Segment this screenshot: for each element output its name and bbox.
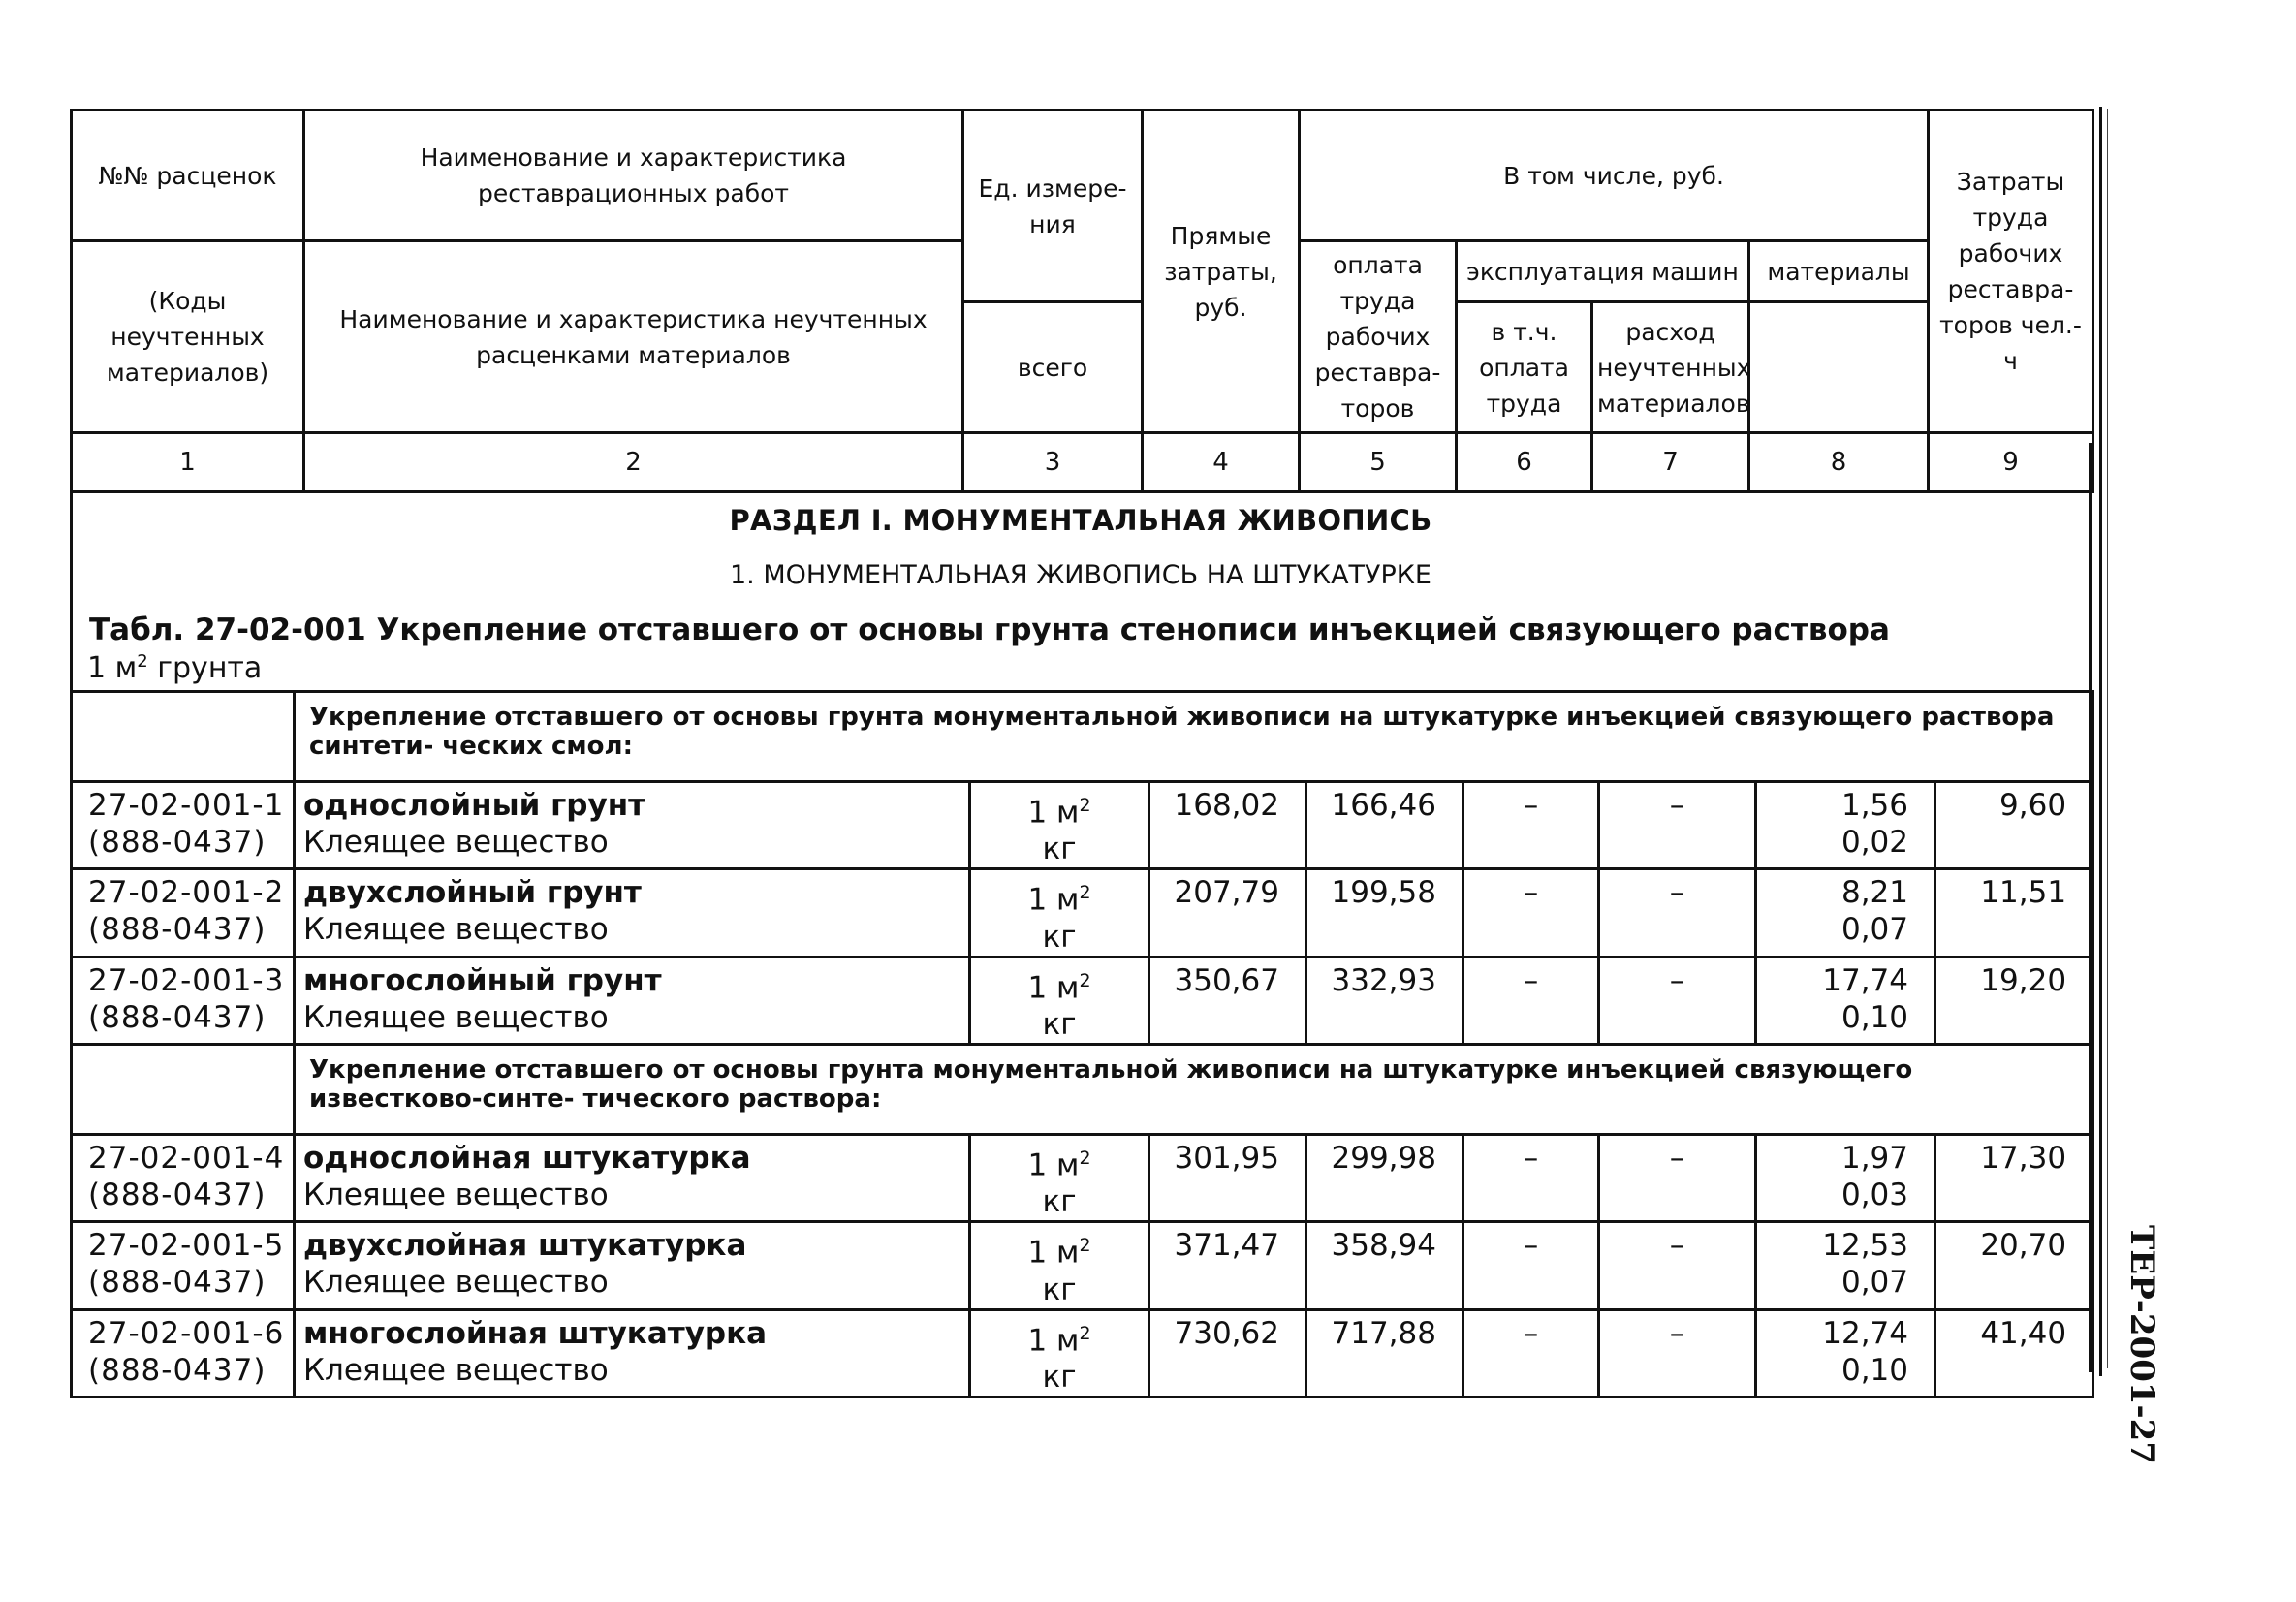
table-unit-suffix: грунта [147, 651, 263, 685]
group-description: Укрепление отставшего от основы грунта монументальной живописи на штукатурке инъекцией связующего раствора синтети- ческих смол: [295, 692, 2093, 782]
group-row [72, 692, 2093, 782]
header-col1-bottom: (Коды неучтенных материалов) [72, 241, 304, 433]
materials-cell [1756, 1309, 1935, 1397]
header-col1-top: №№ расценок [72, 110, 304, 241]
unit: 1 м [1027, 795, 1080, 831]
side-rule [2099, 107, 2102, 1376]
machines-total: – [1463, 782, 1599, 869]
rate-code-cell [72, 1222, 295, 1309]
direct-cost: 350,67 [1149, 957, 1306, 1044]
column-number: 1 [72, 433, 304, 492]
material-name: Клеящее вещество [303, 1352, 609, 1388]
table-row [72, 869, 2093, 957]
material-name: Клеящее вещество [303, 912, 609, 948]
rate-code-cell [72, 1309, 295, 1397]
rates-table [70, 690, 2094, 1398]
material-name: Клеящее вещество [303, 1177, 609, 1212]
work-name: двухслойный грунт [303, 875, 642, 911]
unit: 1 м [1027, 969, 1080, 1005]
work-name: многослойная штукатурка [303, 1315, 768, 1351]
rate-name-cell [295, 1222, 970, 1309]
header-col9: Затраты труда рабочих реставра- торов чел.-ч [1929, 110, 2093, 433]
table-unit-sup: 2 [137, 651, 148, 672]
material-unit: кг [1042, 1272, 1077, 1307]
materials-cell [1756, 1222, 1935, 1309]
machines-total: – [1463, 1134, 1599, 1221]
work-name: многослойный грунт [303, 962, 662, 998]
rate-name-cell [295, 957, 970, 1044]
material-quantity: 0,02 [1840, 825, 1908, 860]
rate-name-cell [295, 1134, 970, 1221]
unit: 1 м [1027, 1147, 1080, 1183]
labor-hours: 20,70 [1935, 1222, 2093, 1309]
material-code: (888-0437) [88, 1177, 267, 1212]
column-number: 3 [963, 433, 1143, 492]
labor-hours: 17,30 [1935, 1134, 2093, 1221]
labor-pay: 332,93 [1306, 957, 1463, 1044]
unit-cell [970, 957, 1149, 1044]
table-row [72, 957, 2093, 1044]
materials-cost: 12,74 [1822, 1315, 1908, 1351]
side-rule-thin [2107, 109, 2108, 1368]
material-unit: кг [1042, 1006, 1077, 1042]
table-row [72, 1222, 2093, 1309]
header-machines-group: эксплуатация машин [1457, 241, 1749, 302]
section-title: РАЗДЕЛ I. МОНУМЕНТАЛЬНАЯ ЖИВОПИСЬ [729, 504, 1432, 537]
header-group-including: В том числе, руб. [1300, 110, 1929, 241]
table-unit-prefix: 1 м [87, 651, 138, 685]
rate-code: 27-02-001-4 [88, 1140, 285, 1176]
rate-code: 27-02-001-1 [88, 788, 285, 823]
labor-hours: 19,20 [1935, 957, 2093, 1044]
material-unit: кг [1042, 1184, 1077, 1220]
direct-cost: 301,95 [1149, 1134, 1306, 1221]
table-caption: Табл. 27-02-001 Укрепление отставшего от основы грунта стенописи инъекцией связующего раствора [89, 613, 1890, 647]
materials-cost: 8,21 [1840, 875, 1908, 911]
side-label-text: ТЕР-2001-27 [2123, 1225, 2161, 1464]
materials-cost: 1,56 [1840, 788, 1908, 823]
rate-name-cell [295, 782, 970, 869]
header-col6: всего [963, 302, 1143, 433]
rate-code: 27-02-001-3 [88, 962, 285, 998]
header-col7: в т.ч. оплата труда [1457, 302, 1592, 433]
machines-total: – [1463, 957, 1599, 1044]
unit-cell [970, 1309, 1149, 1397]
unit-cell [970, 782, 1149, 869]
materials-cell [1756, 869, 1935, 957]
material-quantity: 0,07 [1840, 1265, 1908, 1301]
unit: 1 м [1027, 1235, 1080, 1271]
material-unit: кг [1042, 919, 1077, 955]
materials-cell [1756, 1134, 1935, 1221]
header-table [70, 109, 2094, 493]
machines-labor: – [1599, 1134, 1756, 1221]
rate-code: 27-02-001-5 [88, 1228, 285, 1264]
group-empty-cell [72, 1044, 295, 1134]
machines-labor: – [1599, 782, 1756, 869]
unit-sup: 2 [1079, 882, 1091, 904]
unit-cell [970, 1222, 1149, 1309]
material-code: (888-0437) [88, 825, 267, 860]
header-col2-bottom: Наименование и характеристика неучтенных расценками материалов [304, 241, 963, 433]
header-col4: Прямые затраты, руб. [1143, 110, 1300, 433]
material-code: (888-0437) [88, 999, 267, 1035]
materials-cost: 1,97 [1840, 1140, 1908, 1176]
labor-pay: 717,88 [1306, 1309, 1463, 1397]
unit-cell [970, 1134, 1149, 1221]
material-code: (888-0437) [88, 1352, 267, 1388]
unit: 1 м [1027, 882, 1080, 918]
direct-cost: 730,62 [1149, 1309, 1306, 1397]
machines-total: – [1463, 1309, 1599, 1397]
header-col2-top: Наименование и характеристика реставрационных работ [304, 110, 963, 241]
column-number: 2 [304, 433, 963, 492]
header-col5: оплата труда рабочих реставра- торов [1300, 241, 1457, 433]
machines-total: – [1463, 869, 1599, 957]
material-name: Клеящее вещество [303, 825, 609, 860]
group-empty-cell [72, 692, 295, 782]
rate-name-cell [295, 1309, 970, 1397]
group-row [72, 1044, 2093, 1134]
column-number: 4 [1143, 433, 1300, 492]
header-col3: Ед. измере- ния [963, 110, 1143, 302]
column-number: 9 [1929, 433, 2093, 492]
material-unit: кг [1042, 832, 1077, 867]
table-row [72, 1134, 2093, 1221]
material-name: Клеящее вещество [303, 1265, 609, 1301]
material-quantity: 0,10 [1840, 999, 1908, 1035]
material-name: Клеящее вещество [303, 999, 609, 1035]
column-number: 8 [1749, 433, 1929, 492]
direct-cost: 371,47 [1149, 1222, 1306, 1309]
column-number: 5 [1300, 433, 1457, 492]
material-code: (888-0437) [88, 912, 267, 948]
rate-code: 27-02-001-6 [88, 1315, 285, 1351]
labor-pay: 166,46 [1306, 782, 1463, 869]
rate-code-cell [72, 869, 295, 957]
rate-code-cell [72, 957, 295, 1044]
unit-sup: 2 [1079, 1147, 1091, 1169]
rate-code: 27-02-001-2 [88, 875, 285, 911]
rate-code-cell [72, 1134, 295, 1221]
machines-total: – [1463, 1222, 1599, 1309]
unit: 1 м [1027, 1322, 1080, 1358]
labor-pay: 299,98 [1306, 1134, 1463, 1221]
materials-cost: 12,53 [1822, 1228, 1908, 1264]
material-code: (888-0437) [88, 1265, 267, 1301]
unit-sup: 2 [1079, 1235, 1091, 1257]
materials-cost: 17,74 [1822, 962, 1908, 998]
machines-labor: – [1599, 957, 1756, 1044]
unit-cell [970, 869, 1149, 957]
unit-sup: 2 [1079, 795, 1091, 816]
machines-labor: – [1599, 869, 1756, 957]
header-col8: расход неучтенных материалов [1592, 302, 1749, 433]
work-name: однослойный грунт [303, 788, 646, 823]
subsection-title: 1. МОНУМЕНТАЛЬНАЯ ЖИВОПИСЬ НА ШТУКАТУРКЕ [730, 560, 1431, 590]
materials-cell [1756, 957, 1935, 1044]
side-label [2123, 1225, 2165, 1464]
machines-labor: – [1599, 1309, 1756, 1397]
work-name: однослойная штукатурка [303, 1140, 751, 1176]
table-row [72, 1309, 2093, 1397]
unit-sup: 2 [1079, 1322, 1091, 1344]
column-number: 7 [1592, 433, 1749, 492]
materials-cell [1756, 782, 1935, 869]
table-unit [87, 651, 262, 685]
header-materials-group: материалы [1749, 241, 1929, 302]
rate-name-cell [295, 869, 970, 957]
material-unit: кг [1042, 1359, 1077, 1395]
labor-hours: 11,51 [1935, 869, 2093, 957]
unit-sup: 2 [1079, 969, 1091, 991]
direct-cost: 207,79 [1149, 869, 1306, 957]
material-quantity: 0,07 [1840, 912, 1908, 948]
table-row [72, 782, 2093, 869]
material-quantity: 0,10 [1840, 1352, 1908, 1388]
labor-hours: 9,60 [1935, 782, 2093, 869]
direct-cost: 168,02 [1149, 782, 1306, 869]
labor-pay: 199,58 [1306, 869, 1463, 957]
rate-code-cell [72, 782, 295, 869]
work-name: двухслойная штукатурка [303, 1228, 747, 1264]
labor-pay: 358,94 [1306, 1222, 1463, 1309]
machines-labor: – [1599, 1222, 1756, 1309]
material-quantity: 0,03 [1840, 1177, 1908, 1212]
labor-hours: 41,40 [1935, 1309, 2093, 1397]
group-description: Укрепление отставшего от основы грунта монументальной живописи на штукатурке инъекцией связующего известково-синте- тического раствора: [295, 1044, 2093, 1134]
column-number: 6 [1457, 433, 1592, 492]
